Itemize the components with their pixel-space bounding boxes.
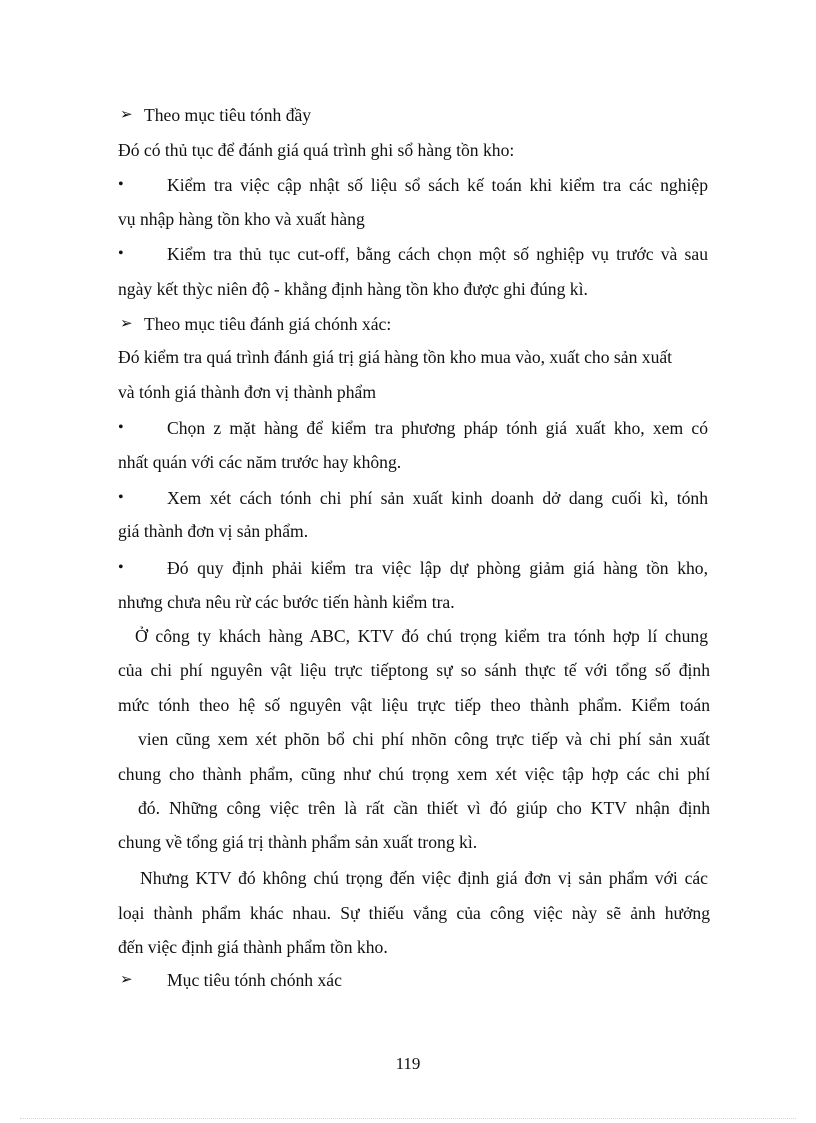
bullet-item-line: nhưng chưa nêu rừ các bước tiến hành kiểm tra.	[118, 592, 455, 612]
paragraph-line: Đó kiểm tra quá trình đánh giá trị giá hàng tồn kho mua vào, xuất cho sản xuất	[118, 347, 673, 367]
bullet-icon: •	[118, 419, 124, 436]
section-heading: Theo mục tiêu đánh giá chónh xác:	[144, 314, 392, 334]
bullet-item-line: Chọn z mặt hàng để kiểm tra phương pháp tónh giá xuất kho, xem có	[167, 418, 708, 438]
paragraph-line: Đó có thủ tục để đánh giá quá trình ghi sổ hàng tồn kho:	[118, 140, 515, 160]
paragraph-line: chung về tổng giá trị thành phẩm sản xuất trong kì.	[118, 832, 478, 852]
bullet-item-line: Đó quy định phải kiểm tra việc lập dự phòng giảm giá hàng tồn kho,	[167, 558, 708, 578]
arrow-bullet-icon: ➢	[120, 316, 133, 332]
bullet-item-line: ngày kết thỳc niên độ - khẳng định hàng tồn kho được ghi đúng kì.	[118, 279, 588, 299]
paragraph-line: chung cho thành phẩm, cũng như chú trọng xem xét việc tập hợp các chi phí	[118, 764, 710, 784]
bullet-item-line: nhất quán với các năm trước hay không.	[118, 452, 402, 472]
bullet-icon: •	[118, 559, 124, 576]
section-heading: Theo mục tiêu tónh đầy	[144, 105, 312, 125]
paragraph-line: đó. Những công việc trên là rất cần thiết vì đó giúp cho KTV nhận định	[138, 798, 710, 818]
page-number: 119	[395, 1054, 421, 1073]
paragraph-line: và tónh giá thành đơn vị thành phẩm	[118, 382, 377, 402]
paragraph-line: mức tónh theo hệ số nguyên vật liệu trực tiếp theo thành phẩm. Kiểm toán	[118, 695, 710, 715]
section-heading: Mục tiêu tónh chónh xác	[167, 970, 342, 990]
paragraph-line: Nhưng KTV đó không chú trọng đến việc định giá đơn vị sản phẩm với các	[140, 868, 708, 888]
bullet-item-line: Xem xét cách tónh chi phí sản xuất kinh doanh dở dang cuối kì, tónh	[167, 488, 708, 508]
arrow-bullet-icon: ➢	[120, 107, 133, 123]
bullet-item-line: giá thành đơn vị sản phẩm.	[118, 521, 309, 541]
page-bottom-divider	[20, 1118, 796, 1119]
bullet-icon: •	[118, 176, 124, 193]
paragraph-line: của chi phí nguyên vật liệu trực tiếptong sự so sánh thực tế với tổng số định	[118, 660, 710, 680]
paragraph-line: đến việc định giá thành phẩm tồn kho.	[118, 937, 388, 957]
bullet-item-line: Kiểm tra việc cập nhật số liệu sổ sách kế toán khi kiểm tra các nghiệp	[167, 175, 708, 195]
bullet-item-line: vụ nhập hàng tồn kho và xuất hàng	[118, 209, 365, 229]
bullet-icon: •	[118, 489, 124, 506]
bullet-icon: •	[118, 245, 124, 262]
paragraph-line: Ở công ty khách hàng ABC, KTV đó chú trọng kiểm tra tónh hợp lí chung	[135, 626, 708, 646]
bullet-item-line: Kiểm tra thủ tục cut-off, bằng cách chọn một số nghiệp vụ trước và sau	[167, 244, 708, 264]
paragraph-line: vien cũng xem xét phõn bổ chi phí nhõn công trực tiếp và chi phí sản xuất	[138, 729, 710, 749]
arrow-bullet-icon: ➢	[120, 972, 133, 988]
paragraph-line: loại thành phẩm khác nhau. Sự thiếu vắng của công việc này sẽ ảnh hưởng	[118, 903, 710, 923]
